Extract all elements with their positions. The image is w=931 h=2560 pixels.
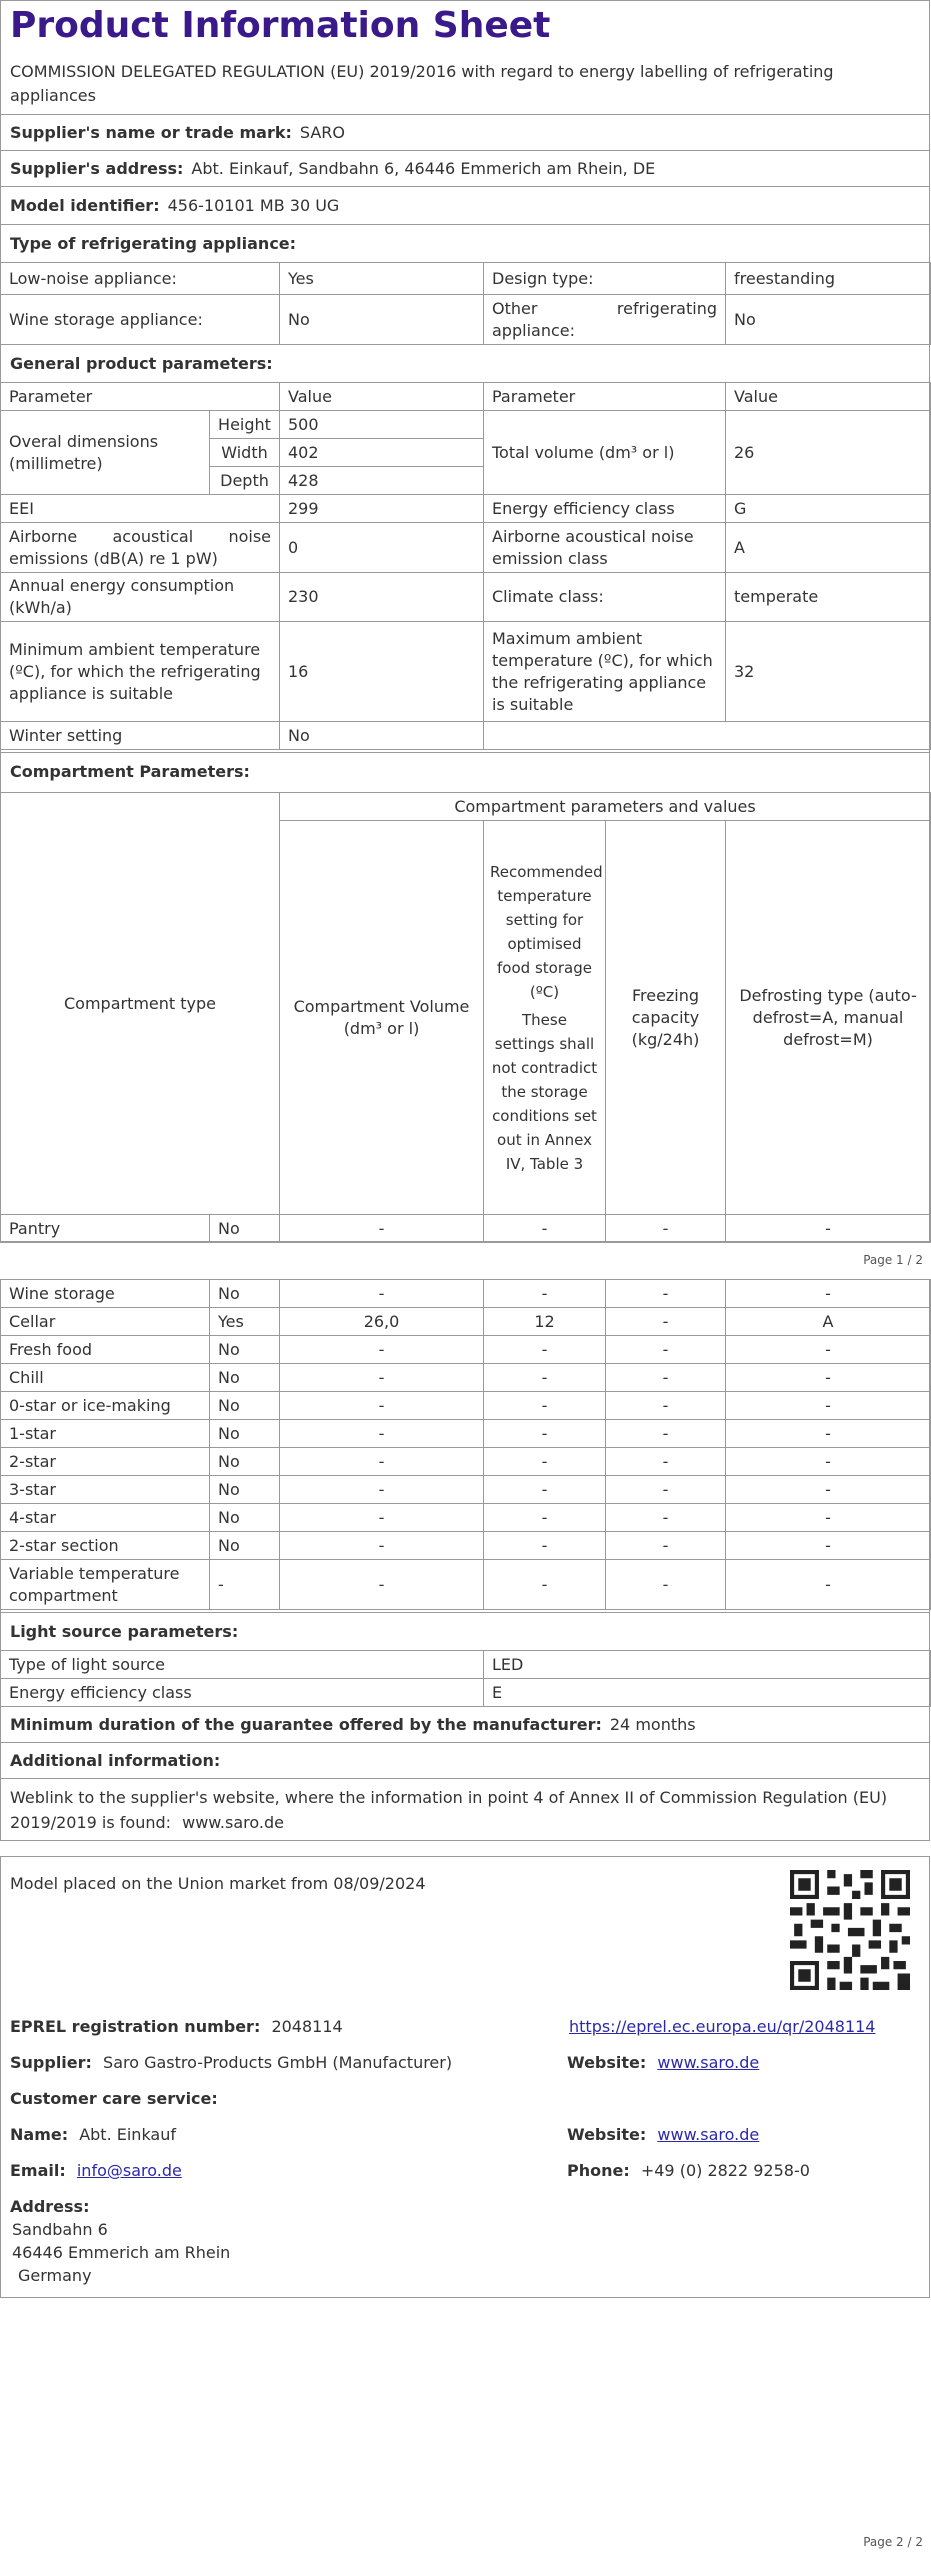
compartment-volume: - [280,1420,484,1448]
compartment-freezing: - [606,1215,726,1243]
width-value: 402 [280,439,484,467]
compartment-name: 0-star or ice-making [1,1392,210,1420]
energy-class-label: Energy efficiency class [484,495,726,523]
energy-class-value: G [726,495,931,523]
min-ambient-temp-value: 16 [280,622,484,722]
compartment-name: Wine storage [1,1280,210,1308]
compartment-volume: - [280,1448,484,1476]
guarantee-label: Minimum duration of the guarantee offered by the manufacturer: [10,1715,602,1734]
compartment-freezing: - [606,1308,726,1336]
qr-code-icon[interactable] [790,1870,910,1990]
guarantee-value: 24 months [609,1715,696,1734]
design-type-value: freestanding [726,263,931,295]
eprel-link[interactable]: https://eprel.ec.europa.eu/qr/2048114 [569,2017,876,2036]
compartment-volume-header: Compartment Volume (dm³ or l) [280,821,484,1215]
phone-label: Phone: [567,2161,630,2180]
compartment-name: 2-star [1,1448,210,1476]
address-line-2: 46446 Emmerich am Rhein [12,2243,231,2262]
compartment-name: Chill [1,1364,210,1392]
compartment-volume: - [280,1215,484,1243]
website-row [567,2051,759,2075]
compartment-name: 3-star [1,1476,210,1504]
email-link[interactable]: info@saro.de [76,2161,182,2180]
compartment-temp: - [484,1336,606,1364]
compartment-freezing: - [606,1532,726,1560]
recommended-temp-header-cell [484,821,606,1215]
min-ambient-temp-label: Minimum ambient temperature (ºC), for which the refrigerating appliance is suitable [1,622,280,722]
compartment-freezing: - [606,1560,726,1610]
compartment-present: No [210,1532,280,1560]
defrosting-type-header: Defrosting type (auto-defrost=A, manual defrost=M) [726,821,931,1215]
eprel-row [10,2015,343,2039]
compartment-table [0,792,931,1243]
compartment-volume: - [280,1532,484,1560]
compartment-present: - [210,1560,280,1610]
compartment-group-header: Compartment parameters and values [280,793,931,821]
max-ambient-temp-label: Maximum ambient temperature (ºC), for which the refrigerating appliance is suitable [484,622,726,722]
recommended-temp-note: These settings shall not contradict the storage conditions set out in Annex IV, Table 3 [491,1010,598,1173]
supplier-address-value: Abt. Einkauf, Sandbahn 6, 46446 Emmerich am Rhein, DE [191,159,656,178]
compartment-present: No [210,1215,280,1243]
compartment-temp: - [484,1280,606,1308]
type-heading: Type of refrigerating appliance: [10,234,297,253]
compartment-defrost: - [726,1336,931,1364]
col-parameter: Parameter [1,383,280,411]
compartment-name: Cellar [1,1308,210,1336]
supplier-label: Supplier: [10,2053,92,2072]
appliance-type-table [0,262,931,345]
max-ambient-temp-value: 32 [726,622,931,722]
winter-setting-label: Winter setting [1,722,280,750]
compartment-temp: - [484,1448,606,1476]
email-row [10,2159,182,2183]
compartment-present: Yes [210,1308,280,1336]
compartment-name: 4-star [1,1504,210,1532]
table-row [1,1280,931,1308]
compartment-freezing: - [606,1392,726,1420]
website-link[interactable]: www.saro.de [657,2053,760,2072]
compartment-defrost: - [726,1448,931,1476]
model-identifier-row [0,186,930,224]
address-label-row [10,2195,89,2219]
low-noise-label: Low-noise appliance: [1,263,280,295]
width-label: Width [210,439,280,467]
freezing-capacity-header: Freezing capacity (kg/24h) [606,821,726,1215]
additional-info-url: www.saro.de [182,1813,284,1832]
model-identifier-label: Model identifier: [10,196,160,215]
compartment-heading: Compartment Parameters: [10,762,250,781]
table-row [1,1392,931,1420]
compartment-freezing: - [606,1504,726,1532]
wine-storage-value: No [280,295,484,345]
light-class-value: E [484,1679,931,1707]
address-line-3: Germany [18,2266,92,2285]
table-row [1,1476,931,1504]
annual-energy-value: 230 [280,573,484,622]
table-row [1,1504,931,1532]
phone-value: +49 (0) 2822 9258-0 [640,2161,810,2180]
compartment-temp: - [484,1560,606,1610]
compartment-defrost: A [726,1308,931,1336]
compartment-defrost: - [726,1532,931,1560]
compartment-volume: - [280,1280,484,1308]
design-type-label: Design type: [484,263,726,295]
wine-storage-label: Wine storage appliance: [1,295,280,345]
table-row [1,1336,931,1364]
eei-label: EEI [1,495,280,523]
col-parameter-2: Parameter [484,383,726,411]
model-identifier-value: 456-10101 MB 30 UG [167,196,340,215]
eprel-label: EPREL registration number: [10,2017,261,2036]
low-noise-value: Yes [280,263,484,295]
website2-link[interactable]: www.saro.de [657,2125,760,2144]
noise-emission-label: Airborne acoustical noise emissions (dB(A) re 1 pW) [1,523,280,573]
compartment-present: No [210,1392,280,1420]
compartment-temp: - [484,1392,606,1420]
address-line-1: Sandbahn 6 [12,2220,108,2239]
compartment-name: Fresh food [1,1336,210,1364]
page-title: Product Information Sheet [10,5,551,46]
additional-heading: Additional information: [10,1751,221,1770]
height-label: Height [210,411,280,439]
compartment-defrost: - [726,1364,931,1392]
light-source-table [0,1650,931,1707]
general-heading: General product parameters: [10,354,273,373]
guarantee-row [0,1706,930,1742]
winter-setting-value: No [280,722,484,750]
recommended-temp-header: Recommended temperature setting for optimised food storage (ºC) [490,862,603,1001]
compartment-present: No [210,1280,280,1308]
compartment-defrost: - [726,1215,931,1243]
table-row [1,1532,931,1560]
compartment-temp: - [484,1364,606,1392]
table-row [1,1420,931,1448]
col-value-2: Value [726,383,931,411]
compartment-freezing: - [606,1280,726,1308]
total-volume-value: 26 [726,411,931,495]
email-label: Email: [10,2161,66,2180]
compartment-temp: 12 [484,1308,606,1336]
compartment-temp: - [484,1420,606,1448]
depth-label: Depth [210,467,280,495]
compartment-defrost: - [726,1420,931,1448]
compartment-name: 1-star [1,1420,210,1448]
compartment-defrost: - [726,1280,931,1308]
page-number-2: Page 2 / 2 [863,2535,923,2549]
noise-class-value: A [726,523,931,573]
light-type-value: LED [484,1651,931,1679]
compartment-temp: - [484,1476,606,1504]
total-volume-label: Total volume (dm³ or l) [484,411,726,495]
table-row [1,1448,931,1476]
supplier-address-row [0,150,930,186]
contact-name-label: Name: [10,2125,69,2144]
noise-class-label: Airborne acoustical noise emission class [484,523,726,573]
table-row [1,1215,931,1243]
compartment-defrost: - [726,1560,931,1610]
market-placement-text: Model placed on the Union market from 08/09/2024 [10,1874,426,1893]
type-heading-row [0,224,930,262]
compartment-volume: - [280,1336,484,1364]
other-appliance-label: Other refrigerating appliance: [484,295,726,345]
additional-info-row [0,1778,930,1841]
supplier-address-label: Supplier's address: [10,159,184,178]
table-row [1,1364,931,1392]
compartment-freezing: - [606,1448,726,1476]
compartment-volume: 26,0 [280,1308,484,1336]
contact-name-value: Abt. Einkauf [79,2125,177,2144]
compartment-volume: - [280,1364,484,1392]
light-heading-row [0,1612,930,1650]
compartment-present: No [210,1448,280,1476]
supplier-name-label: Supplier's name or trade mark: [10,123,292,142]
regulation-subtitle: COMMISSION DELEGATED REGULATION (EU) 2019/2016 with regard to energy labelling of refrigerating appliances [10,62,834,105]
compartment-volume: - [280,1504,484,1532]
climate-class-label: Climate class: [484,573,726,622]
customer-care-heading [10,2087,218,2111]
compartment-name: Pantry [1,1215,210,1243]
table-row [1,1560,931,1610]
compartment-defrost: - [726,1392,931,1420]
website2-label: Website: [567,2125,647,2144]
compartment-defrost: - [726,1476,931,1504]
compartment-present: No [210,1364,280,1392]
dimensions-label: Overal dimensions (millimetre) [1,411,210,495]
supplier-row [10,2051,452,2075]
compartment-type-header: Compartment type [1,793,280,1215]
climate-class-value: temperate [726,573,931,622]
compartment-name: 2-star section [1,1532,210,1560]
compartment-present: No [210,1476,280,1504]
compartment-present: No [210,1420,280,1448]
other-appliance-value: No [726,295,931,345]
compartment-freezing: - [606,1476,726,1504]
compartment-volume: - [280,1392,484,1420]
compartment-freezing: - [606,1420,726,1448]
supplier-value: Saro Gastro-Products GmbH (Manufacturer) [103,2053,453,2072]
customer-care-label: Customer care service: [10,2089,218,2108]
light-type-label: Type of light source [1,1651,484,1679]
website-label: Website: [567,2053,647,2072]
compartment-freezing: - [606,1364,726,1392]
noise-emission-value: 0 [280,523,484,573]
compartment-name: Variable temperature compartment [1,1560,210,1610]
additional-info-text: Weblink to the supplier's website, where the information in point 4 of Annex II of Commission Regulation (EU) 2019/2019 is found: [10,1788,888,1832]
compartment-present: No [210,1336,280,1364]
additional-heading-row [0,1742,930,1778]
height-value: 500 [280,411,484,439]
light-heading: Light source parameters: [10,1622,239,1641]
website2-row [567,2123,759,2147]
eprel-value: 2048114 [271,2017,343,2036]
compartment-heading-row [0,752,930,790]
contact-name-row [10,2123,176,2147]
compartment-volume: - [280,1476,484,1504]
depth-value: 428 [280,467,484,495]
compartment-temp: - [484,1215,606,1243]
table-row [1,1308,931,1336]
compartment-present: No [210,1504,280,1532]
compartment-temp: - [484,1532,606,1560]
compartment-temp: - [484,1504,606,1532]
eei-value: 299 [280,495,484,523]
supplier-name-row [0,114,930,150]
general-parameters-table [0,382,931,750]
light-class-label: Energy efficiency class [1,1679,484,1707]
compartment-table-continued [0,1279,931,1610]
compartment-defrost: - [726,1504,931,1532]
general-heading-row [0,344,930,382]
supplier-name-value: SARO [299,123,345,142]
phone-row [567,2159,810,2183]
compartment-freezing: - [606,1336,726,1364]
address-label: Address: [10,2197,90,2216]
compartment-volume: - [280,1560,484,1610]
col-value: Value [280,383,484,411]
page-number-1: Page 1 / 2 [863,1253,923,1267]
annual-energy-label: Annual energy consumption (kWh/a) [1,573,280,622]
